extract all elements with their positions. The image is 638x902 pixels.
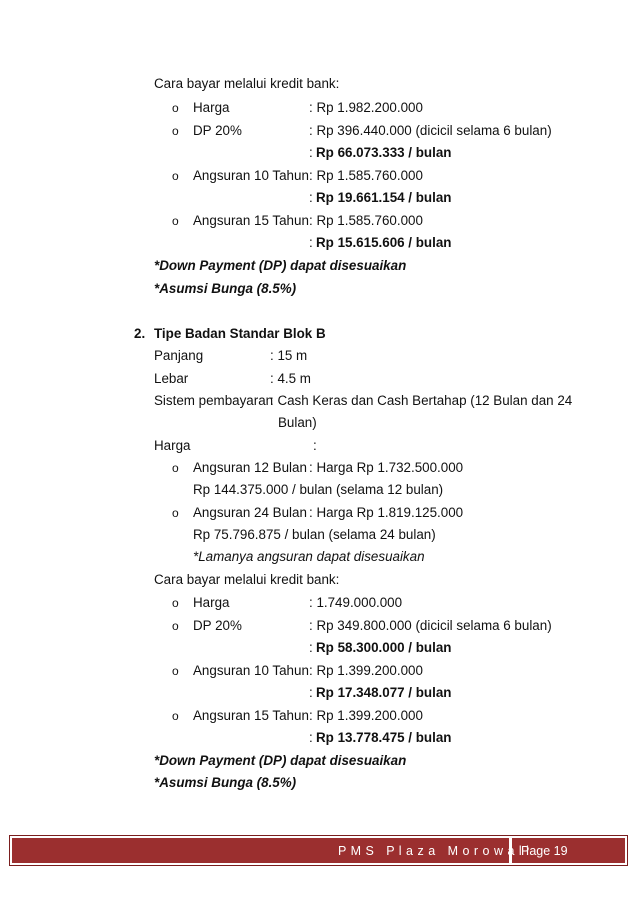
bullet-icon: o	[172, 124, 179, 138]
row-sub-value: Rp 58.300.000 / bulan	[316, 640, 452, 655]
row-value: : Rp 1.585.760.000	[309, 168, 423, 183]
cicilan-detail: Rp 144.375.000 / bulan (selama 12 bulan)	[193, 482, 444, 497]
row-value: : Rp 1.399.200.000	[309, 663, 423, 678]
cicilan-label: Angsuran 12 Bulan	[193, 460, 307, 475]
row-value: : Rp 1.585.760.000	[309, 213, 423, 228]
note-bunga: *Asumsi Bunga (8.5%)	[154, 775, 297, 790]
lebar-label: Lebar	[154, 371, 189, 386]
row-sub-value: Rp 19.661.154 / bulan	[316, 190, 452, 205]
note-dp: *Down Payment (DP) dapat disesuaikan	[154, 753, 407, 768]
lebar-value: : 4.5 m	[270, 371, 311, 386]
bullet-icon: o	[172, 596, 179, 610]
row-sub-colon: :	[309, 730, 313, 745]
bullet-icon: o	[172, 101, 179, 115]
section-number: 2.	[134, 326, 146, 341]
row-sub-colon: :	[309, 235, 313, 250]
page-number: Page 19	[521, 844, 568, 858]
row-label: DP 20%	[193, 618, 242, 633]
row-value: : Rp 349.800.000 (dicicil selama 6 bulan)	[309, 618, 552, 633]
bullet-icon: o	[172, 709, 179, 723]
harga-label: Harga	[154, 438, 191, 453]
cicilan-detail: Rp 75.796.875 / bulan (selama 24 bulan)	[193, 527, 436, 542]
sistem-label: Sistem pembayaran	[154, 393, 274, 408]
panjang-label: Panjang	[154, 348, 204, 363]
bank-credit-intro: Cara bayar melalui kredit bank:	[154, 76, 340, 91]
note-bunga: *Asumsi Bunga (8.5%)	[154, 281, 297, 296]
row-label: Harga	[193, 100, 230, 115]
row-label: Angsuran 10 Tahun	[193, 168, 309, 183]
cicilan-label: Angsuran 24 Bulan	[193, 505, 307, 520]
bullet-icon: o	[172, 461, 179, 475]
note-dp: *Down Payment (DP) dapat disesuaikan	[154, 258, 407, 273]
bullet-icon: o	[172, 214, 179, 228]
row-sub-value: Rp 13.778.475 / bulan	[316, 730, 452, 745]
bullet-icon: o	[172, 664, 179, 678]
row-value: : Rp 396.440.000 (dicicil selama 6 bulan)	[309, 123, 552, 138]
row-sub-value: Rp 17.348.077 / bulan	[316, 685, 452, 700]
bullet-icon: o	[172, 169, 179, 183]
footer-title: P M S P l a z a M o r o w a l i	[338, 844, 530, 858]
row-label: Angsuran 10 Tahun	[193, 663, 309, 678]
cicilan-value: : Harga Rp 1.732.500.000	[309, 460, 464, 475]
row-value: : Rp 1.982.200.000	[309, 100, 423, 115]
row-sub-value: Rp 66.073.333 / bulan	[316, 145, 452, 160]
row-sub-colon: :	[309, 685, 313, 700]
row-value: : Rp 1.399.200.000	[309, 708, 423, 723]
cicilan-value: : Harga Rp 1.819.125.000	[309, 505, 464, 520]
row-sub-colon: :	[309, 640, 313, 655]
bank-credit-intro: Cara bayar melalui kredit bank:	[154, 572, 340, 587]
row-label: Harga	[193, 595, 230, 610]
cicilan-note: *Lamanya angsuran dapat disesuaikan	[193, 549, 425, 564]
harga-colon: :	[313, 438, 317, 453]
row-sub-value: Rp 15.615.606 / bulan	[316, 235, 452, 250]
section-title: Tipe Badan Standar Blok B	[154, 326, 326, 341]
sistem-value-cont: Bulan)	[278, 415, 317, 430]
row-label: Angsuran 15 Tahun	[193, 213, 309, 228]
sistem-value: : Cash Keras dan Cash Bertahap (12 Bulan dan 24	[270, 393, 573, 408]
panjang-value: : 15 m	[270, 348, 308, 363]
bullet-icon: o	[172, 506, 179, 520]
row-sub-colon: :	[309, 190, 313, 205]
row-label: DP 20%	[193, 123, 242, 138]
row-sub-colon: :	[309, 145, 313, 160]
row-value: : 1.749.000.000	[309, 595, 403, 610]
row-label: Angsuran 15 Tahun	[193, 708, 309, 723]
bullet-icon: o	[172, 619, 179, 633]
